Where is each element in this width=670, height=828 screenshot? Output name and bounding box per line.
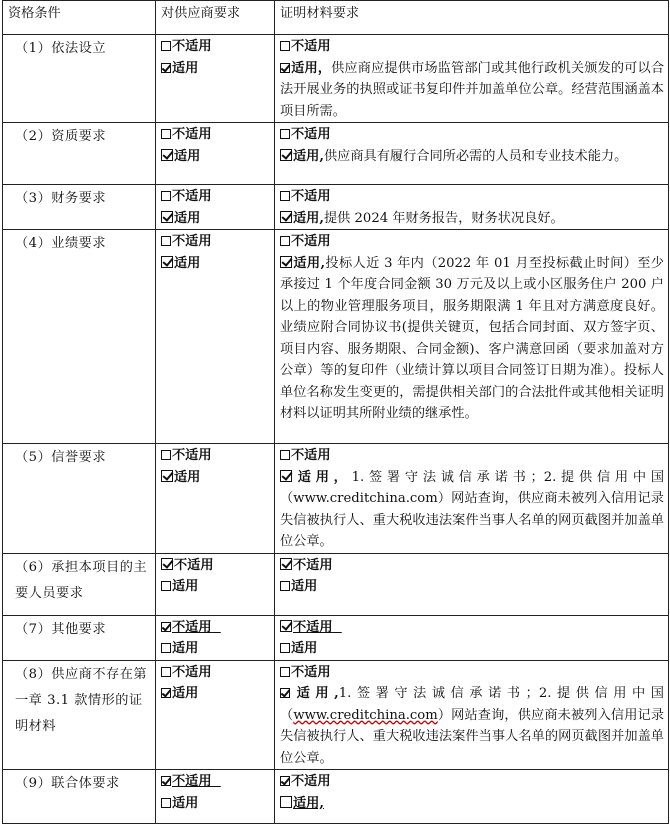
checkbox-icon[interactable] <box>161 236 171 246</box>
checkbox-icon[interactable] <box>161 41 171 51</box>
table-row <box>3 660 669 770</box>
header-row <box>3 1 669 35</box>
checkbox-icon[interactable] <box>280 667 290 677</box>
checkbox-icon[interactable] <box>161 581 171 591</box>
supplier-options: 不适用 适用 <box>156 615 275 660</box>
table-row <box>3 230 669 444</box>
creditchina-link[interactable]: www.creditchina.com <box>293 707 438 723</box>
supplier-options: 不适用 适用 <box>156 35 275 123</box>
checkbox-icon[interactable] <box>280 191 290 201</box>
table-row <box>3 444 669 554</box>
checked-checkbox-icon[interactable] <box>280 620 292 632</box>
checked-checkbox-icon[interactable] <box>280 211 292 223</box>
table-row <box>3 770 669 824</box>
checked-checkbox-icon[interactable] <box>161 558 173 570</box>
checked-checkbox-icon[interactable] <box>161 211 173 223</box>
proof-requirement: 不适用 适用,提供 2024 年财务报告，财务状况良好。 <box>275 185 669 230</box>
table-row <box>3 123 669 185</box>
checkbox-icon[interactable] <box>280 450 290 460</box>
qualification-table <box>2 0 669 824</box>
checkbox-icon[interactable] <box>280 581 290 591</box>
requirement-name: （6）承担本项目的主要人员要求 <box>3 553 156 615</box>
proof-requirement: 不适用 适用，1.签署守法诚信承诺书；2.提供信用中国（www.creditchina.com）网站查询，供应商未被列入信用记录失信被执行人、重大税收违法案件当事人名单的网页截图并加盖单位公章。 <box>275 444 669 554</box>
checked-checkbox-icon[interactable] <box>161 149 173 161</box>
requirement-name: （9）联合体要求 <box>3 770 156 824</box>
proof-requirement: 不适用 适用,投标人近 3 年内（2022 年 01 月至投标截止时间）至少承接过 1 个年度合同金额 30 万元及以上或小区服务住户 200 户以上的物业管理服务项目，服务期限满 1 年且对方满意度良好。业绩应附合同协议书(提供关键页，包括合同封面、双方签字页、项目内容、服务期限、合同金额)、客户满意回函（要求加盖对方公章）等的复印件（业绩计算以项目合同签订日期为准）。投标人单位名称发生变更的，需提供相关部门的合法批件或其他相关证明材料以证明其所附业绩的继承性。 <box>275 230 669 444</box>
checkbox-icon[interactable] <box>161 643 171 653</box>
supplier-options: 不适用 适用 <box>156 770 275 824</box>
supplier-options: 不适用 适用 <box>156 230 275 444</box>
requirement-name: （4）业绩要求 <box>3 230 156 444</box>
checked-checkbox-icon[interactable] <box>161 622 171 632</box>
checked-checkbox-icon[interactable] <box>161 688 171 698</box>
requirement-name: （2）资质要求 <box>3 123 156 185</box>
checked-checkbox-icon[interactable] <box>280 470 292 482</box>
supplier-options: 不适用 适用 <box>156 660 275 770</box>
header-qualification: 资格条件 <box>3 1 156 35</box>
supplier-options: 不适用 适用 <box>156 444 275 554</box>
table-row <box>3 553 669 615</box>
supplier-options: 不适用 适用 <box>156 185 275 230</box>
checkbox-icon[interactable] <box>161 191 171 201</box>
requirement-name: （7）其他要求 <box>3 615 156 660</box>
table-row <box>3 615 669 660</box>
checked-checkbox-icon[interactable] <box>280 688 290 698</box>
supplier-options: 不适用 适用 <box>156 553 275 615</box>
checked-checkbox-icon[interactable] <box>161 256 173 268</box>
checked-checkbox-icon[interactable] <box>280 63 290 73</box>
proof-requirement: 不适用 适用，供应商应提供市场监管部门或其他行政机关颁发的可以合法开展业务的执照或证书复印件并加盖单位公章。经营范围涵盖本项目所需。 <box>275 35 669 123</box>
proof-requirement: 不适用 适用 <box>275 553 669 615</box>
checkbox-icon[interactable] <box>280 41 290 51</box>
requirement-name: （5）信誉要求 <box>3 444 156 554</box>
checked-checkbox-icon[interactable] <box>161 63 171 73</box>
supplier-options: 不适用 适用 <box>156 123 275 185</box>
checkbox-icon[interactable] <box>280 129 290 139</box>
proof-requirement: 不适用 适用,1.签署守法诚信承诺书；2.提供信用中国（www.creditchina.com）网站查询，供应商未被列入信用记录失信被执行人、重大税收违法案件当事人名单的网页截图并加盖单位公章。 <box>275 660 669 770</box>
checkbox-icon[interactable] <box>280 236 290 246</box>
proof-requirement: 不适用 适用 <box>275 615 669 660</box>
checkbox-icon[interactable] <box>280 643 290 653</box>
checkbox-icon[interactable] <box>280 796 292 808</box>
checked-checkbox-icon[interactable] <box>280 558 292 570</box>
checkbox-icon[interactable] <box>161 798 171 808</box>
proof-requirement: 不适用 适用,供应商具有履行合同所必需的人员和专业技术能力。 <box>275 123 669 185</box>
header-supplier-requirement: 对供应商要求 <box>156 1 275 35</box>
requirement-name: （3）财务要求 <box>3 185 156 230</box>
requirement-name: （8）供应商不存在第一章 3.1 款情形的证明材料 <box>3 660 156 770</box>
checkbox-icon[interactable] <box>161 129 171 139</box>
checkbox-icon[interactable] <box>161 667 171 677</box>
header-proof-requirement: 证明材料要求 <box>275 1 669 35</box>
checkbox-icon[interactable] <box>161 450 171 460</box>
table-row <box>3 35 669 123</box>
checked-checkbox-icon[interactable] <box>161 776 171 786</box>
checked-checkbox-icon[interactable] <box>161 470 173 482</box>
checked-checkbox-icon[interactable] <box>280 256 292 268</box>
proof-requirement: 不适用 适用, <box>275 770 669 824</box>
requirement-name: （1）依法设立 <box>3 35 156 123</box>
checked-checkbox-icon[interactable] <box>280 149 292 161</box>
checked-checkbox-icon[interactable] <box>280 776 290 786</box>
table-row <box>3 185 669 230</box>
